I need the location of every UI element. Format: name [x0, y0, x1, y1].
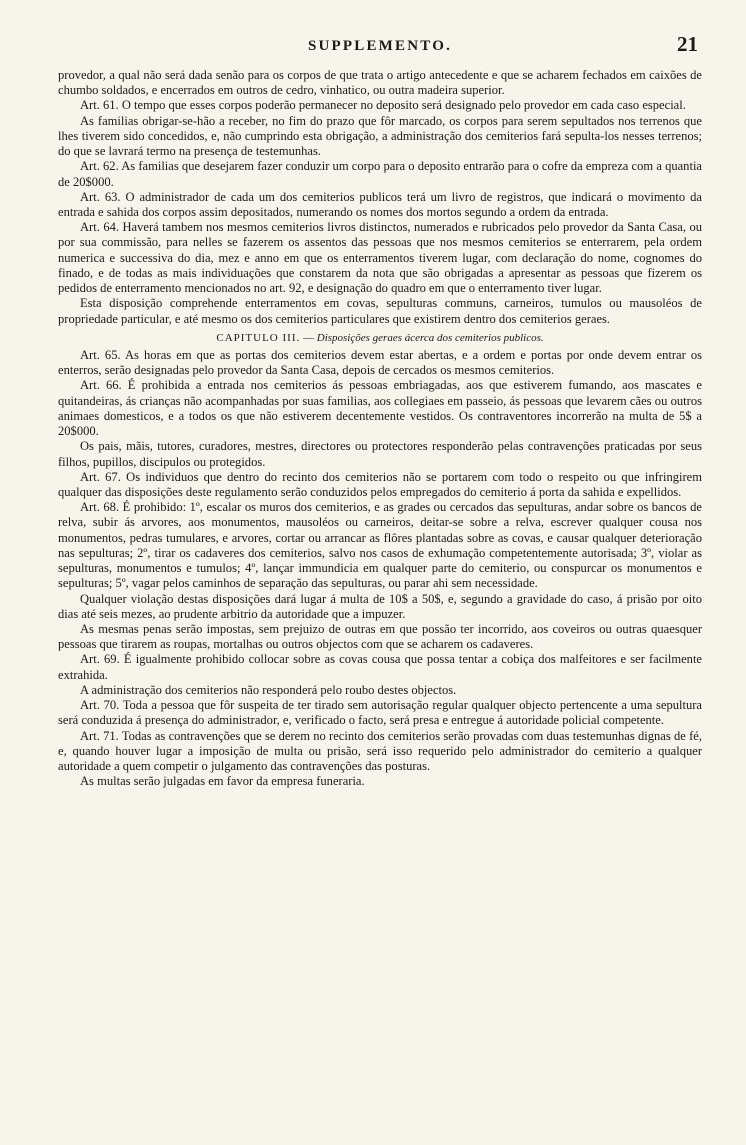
chapter-separator: —: [303, 331, 314, 344]
running-title: SUPPLEMENTO.: [307, 38, 453, 54]
paragraph: Art. 69. É igualmente prohibido collocar sobre as covas cousa que possa tentar a cobiça dos malfeitores e ser facilmente extrahida.: [58, 652, 702, 682]
document-body: [58, 68, 702, 789]
paragraph: Art. 66. É prohibida a entrada nos cemiterios ás pessoas embriagadas, aos que estiverem fumando, aos mascates e quitandeiras, ás crianças não acompanhadas por suas familias, aos collegiaes em passeio, ás pessoas que levarem cães ou outros animaes domesticos, e a todos os que não estiverem decentemente vestidos. Os contraventores incorrerão na multa de 5$ a 20$000.: [58, 378, 702, 439]
paragraph: Art. 64. Haverá tambem nos mesmos cemiterios livros distinctos, numerados e rubricados pelo provedor da Santa Casa, ou por sua commissão, para nelles se fazerem os assentos das pessoas que nos mesmos cemiterios se enterrarem, pela ordem numerica e successiva do dia, mez e anno em que os enterramentos tiverem lugar, com declaração do nome, cognomes do finado, e de todas as mais individuações que constarem da nota que são obrigadas a apresentar as pessoas que fizerem os pedidos de enterramento mencionados no art. 92, e designação do quadro em que o enterramento tiver lugar.: [58, 220, 702, 296]
paragraph: As mesmas penas serão impostas, sem prejuizo de outras em que possão ter incorrido, aos coveiros ou outras quaesquer pessoas que tirarem as roupas, mortalhas ou outros objectos com que se acharem os cadaveres.: [58, 621, 702, 652]
chapter-title: Disposições geraes ácerca dos cemiterios publicos.: [316, 331, 544, 344]
chapter-heading: [58, 332, 702, 345]
paragraph: Art. 70. Toda a pessoa que fôr suspeita de ter tirado sem autorisação regular qualquer objecto pertencente a uma sepultura será conduzida á presença do administrador, e, verificado o facto, será presa e entregue á autoridade policial competente.: [58, 698, 702, 728]
chapter-number: CAPITULO III.: [216, 331, 301, 344]
page-header: [58, 32, 702, 68]
paragraph: Qualquer violação destas disposições dará lugar á multa de 10$ a 50$, e, segundo a gravidade do caso, á prisão por oito dias até seis mezes, ao prudente arbitrio da autoridade que a impuzer.: [58, 591, 702, 621]
paragraph: Esta disposição comprehende enterramentos em covas, sepulturas communs, carneiros, tumulos ou mausoléos de propriedade particular, e até mesmo os dos cemiterios particulares que existirem dentro dos cemiterios geraes.: [58, 296, 702, 326]
paragraph: Art. 65. As horas em que as portas dos cemiterios devem estar abertas, e a ordem e portas por onde devem entrar os enterros, serão designadas pelo provedor da Santa Casa, depois de cercados os mesmos cemiterios.: [58, 348, 702, 378]
paragraph: Art. 71. Todas as contravenções que se derem no recinto dos cemiterios serão provadas com duas testemunhas dignas de fé, e, quando houver lugar a imposição de multa ou prisão, será isso requerido pelo administrador do cemiterio a qualquer autoridade a quem competir o julgamento das contravenções das posturas.: [58, 728, 702, 773]
paragraph: A administração dos cemiterios não responderá pelo roubo destes objectos.: [80, 682, 457, 697]
paragraph: As multas serão julgadas em favor da empresa funeraria.: [80, 774, 365, 789]
page-number: 21: [677, 32, 698, 56]
paragraph: Art. 62. As familias que desejarem fazer conduzir um corpo para o deposito entrarão para o cofre da empreza com a quantia de 20$000.: [58, 159, 702, 189]
paragraph: Art. 68. É prohibido: 1º, escalar os muros dos cemiterios, e as grades ou cercados das sepulturas, andar sobre os bancos de relva, subir ás arvores, aos monumentos, mausoléos ou carneiros, deitar-se sobre a relva, escrever qualquer cousa nos monumentos, pedras tumulares, e arvores, cortar ou arrancar as flôres plantadas sobre as covas, e causar qualquer deterioração nas sepulturas; 2º, tirar os cadaveres dos cemiterios, salvo nos casos de exhumação competentemente autorisada; 3º, violar as sepulturas, monumentos e tumulos; 4º, lançar immundicia em qualquer parte do cemiterio, ou conspurcar os monumentos e sepulturas; 5º, vagar pelos caminhos de separação das sepulturas, ou parar ahi sem necessidade.: [58, 500, 702, 591]
paragraph: Art. 67. Os individuos que dentro do recinto dos cemiterios não se portarem com todo o respeito ou que infringirem qualquer das disposições deste regulamento serão conduzidos pelos empregados do cemiterio á porta da sahida e expellidos.: [58, 469, 702, 500]
paragraph: Os pais, mãis, tutores, curadores, mestres, directores ou protectores responderão pelas contravenções praticadas por seus filhos, pupillos, discipulos ou protegidos.: [58, 439, 702, 469]
paragraph: As familias obrigar-se-hão a receber, no fim do prazo que fôr marcado, os corpos para serem sepultados nos terrenos que lhes tiverem sido concedidos, e, não cumprindo esta obrigação, a administração dos cemiterios fará sepulta-los nesses terrenos; do que se lavrará termo na presença de testemunhas.: [58, 113, 702, 159]
paragraph: Art. 61. O tempo que esses corpos poderão permanecer no deposito será designado pelo provedor em cada caso especial.: [80, 98, 686, 113]
paragraph: provedor, a qual não será dada senão para os corpos de que trata o artigo antecedente e que se acharem fechados em caixões de chumbo soldados, e encerrados em outros de cedro, vinhatico, ou outra madeira superior.: [58, 68, 702, 98]
paragraph: Art. 63. O administrador de cada um dos cemiterios publicos terá um livro de registros, que indicará o movimento da entrada e sahida dos corpos assim depositados, numerando os nomes dos mortos segundo a ordem da entrada.: [58, 189, 702, 219]
